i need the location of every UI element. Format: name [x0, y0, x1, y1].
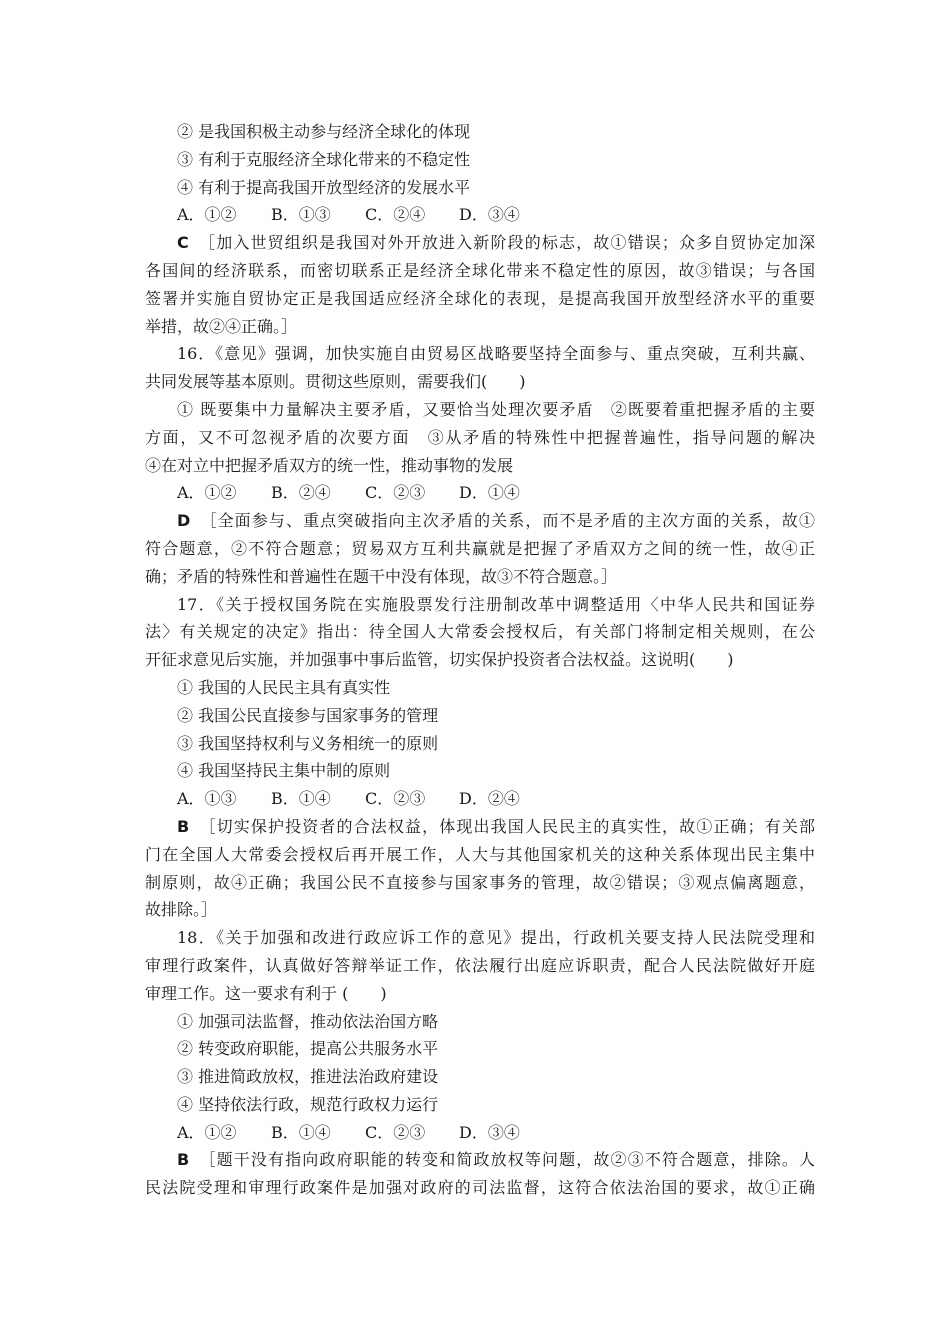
q18-item-4: ④ 坚持依法行政，规范行政权力运行	[177, 1094, 439, 1114]
q16-option-a: A．①②	[177, 483, 237, 503]
q18-option-c: C．②③	[365, 1122, 426, 1142]
q16-options	[145, 479, 815, 507]
q16-option-c: C．②③	[365, 483, 426, 503]
q17-stem-line-1: 17．《关于授权国务院在实施股票发行注册制改革中调整适用〈中华人民共和国证券	[177, 594, 815, 614]
page-content	[145, 118, 815, 1202]
q16-option-d: D．①④	[459, 483, 520, 503]
q17-explanation-line-2: 门在全国人大常委会授权后再开展工作，人大与其他国家机关的这种关系体现出民主集中	[145, 844, 815, 864]
q16-explanation-line-1: D ［全面参与、重点突破指向主次矛盾的关系，而不是矛盾的主次方面的关系，故①	[177, 511, 815, 531]
q16-option-b: B．②④	[271, 483, 331, 503]
q18-option-b: B．①④	[271, 1122, 331, 1142]
q18-stem-line-3: 审理工作。这一要求有利于 ( )	[145, 983, 387, 1003]
q15-option-b: B．①③	[271, 205, 331, 225]
q17-explanation-line-1: B ［切实保护投资者的合法权益，体现出我国人民民主的真实性，故①正确；有关部	[177, 816, 815, 836]
q17-option-a: A．①③	[177, 789, 237, 809]
q16-items-line-3: ④在对立中把握矛盾双方的统一性，推动事物的发展	[145, 455, 514, 475]
q17-answer: B	[177, 816, 190, 836]
q17-options	[145, 785, 815, 813]
q17-option-b: B．①④	[271, 789, 331, 809]
q16-answer: D	[177, 511, 191, 531]
q15-option-c: C．②④	[365, 205, 426, 225]
q15-item-2: ② 是我国积极主动参与经济全球化的体现	[177, 122, 471, 141]
q15-option-a: A．①②	[177, 205, 237, 225]
q16-items-line-1: ① 既要集中力量解决主要矛盾，又要恰当处理次要矛盾 ②既要着重把握矛盾的主要	[177, 399, 815, 419]
q17-stem-line-2: 法〉有关规定的决定》指出：待全国人大常委会授权后，有关部门将制定相关规则，在公	[145, 622, 815, 642]
q16-explanation-line-3: 确；矛盾的特殊性和普遍性在题干中没有体现，故③不符合题意。］	[145, 566, 618, 586]
q17-item-1: ① 我国的人民民主具有真实性	[177, 677, 391, 697]
q15-explanation-line-2: 各国间的经济联系，而密切联系正是经济全球化带来不稳定性的原因，故③错误；与各国	[145, 260, 815, 280]
q18-explanation-line-1: B ［题干没有指向政府职能的转变和简政放权等问题，故②③不符合题意，排除。人	[177, 1150, 815, 1170]
q17-option-c: C．②③	[365, 789, 426, 809]
q17-item-4: ④ 我国坚持民主集中制的原则	[177, 761, 391, 781]
q15-option-d: D．③④	[459, 205, 520, 225]
q18-options	[145, 1119, 815, 1147]
q16-stem-line-1: 16．《意见》强调，加快实施自由贸易区战略要坚持全面参与、重点突破，互利共赢、	[177, 344, 815, 364]
q18-answer: B	[177, 1150, 190, 1170]
q15-item-3: ③ 有利于克服经济全球化带来的不稳定性	[177, 149, 471, 169]
q18-item-3: ③ 推进简政放权，推进法治政府建设	[177, 1067, 439, 1087]
q15-item-4: ④ 有利于提高我国开放型经济的发展水平	[177, 177, 471, 197]
q16-stem-line-2: 共同发展等基本原则。贯彻这些原则，需要我们( )	[145, 372, 526, 392]
q17-item-2: ② 我国公民直接参与国家事务的管理	[177, 705, 439, 725]
q18-option-a: A．①②	[177, 1122, 237, 1142]
q16-explanation-line-2: 符合题意，②不符合题意；贸易双方互利共赢就是把握了矛盾双方之间的统一性，故④正	[145, 538, 815, 558]
q16-items-line-2: 方面，又不可忽视矛盾的次要方面 ③从矛盾的特殊性中把握普遍性，指导问题的解决	[145, 427, 815, 447]
q15-answer: C	[177, 233, 189, 253]
q17-item-3: ③ 我国坚持权利与义务相统一的原则	[177, 733, 439, 753]
q17-option-d: D．②④	[459, 789, 520, 809]
q18-explanation-line-2: 民法院受理和审理行政案件是加强对政府的司法监督，这符合依法治国的要求，故①正确	[145, 1178, 815, 1198]
q15-options	[145, 201, 815, 229]
q17-explanation-line-3: 制原则，故④正确；我国公民不直接参与国家事务的管理，故②错误；③观点偏离题意，	[145, 872, 815, 892]
q18-item-2: ② 转变政府职能，提高公共服务水平	[177, 1039, 439, 1059]
q18-option-d: D．③④	[459, 1122, 520, 1142]
q18-item-1: ① 加强司法监督，推动依法治国方略	[177, 1011, 439, 1031]
q18-stem-line-2: 审理行政案件，认真做好答辩举证工作，依法履行出庭应诉职责，配合人民法院做好开庭	[145, 955, 815, 975]
q15-explanation-line-3: 签署并实施自贸协定正是我国适应经济全球化的表现，是提高我国开放型经济水平的重要	[145, 288, 815, 308]
q17-stem-line-3: 开征求意见后实施，并加强事中事后监管，切实保护投资者合法权益。这说明( )	[145, 650, 734, 670]
q15-explanation-line-4: 举措，故②④正确。］	[145, 316, 298, 336]
q15-explanation-line-1: C ［加入世贸组织是我国对外开放进入新阶段的标志，故①错误；众多自贸协定加深	[177, 233, 815, 253]
q18-stem-line-1: 18．《关于加强和改进行政应诉工作的意见》提出，行政机关要支持人民法院受理和	[177, 928, 815, 948]
q17-explanation-line-4: 故排除。］	[145, 900, 218, 920]
